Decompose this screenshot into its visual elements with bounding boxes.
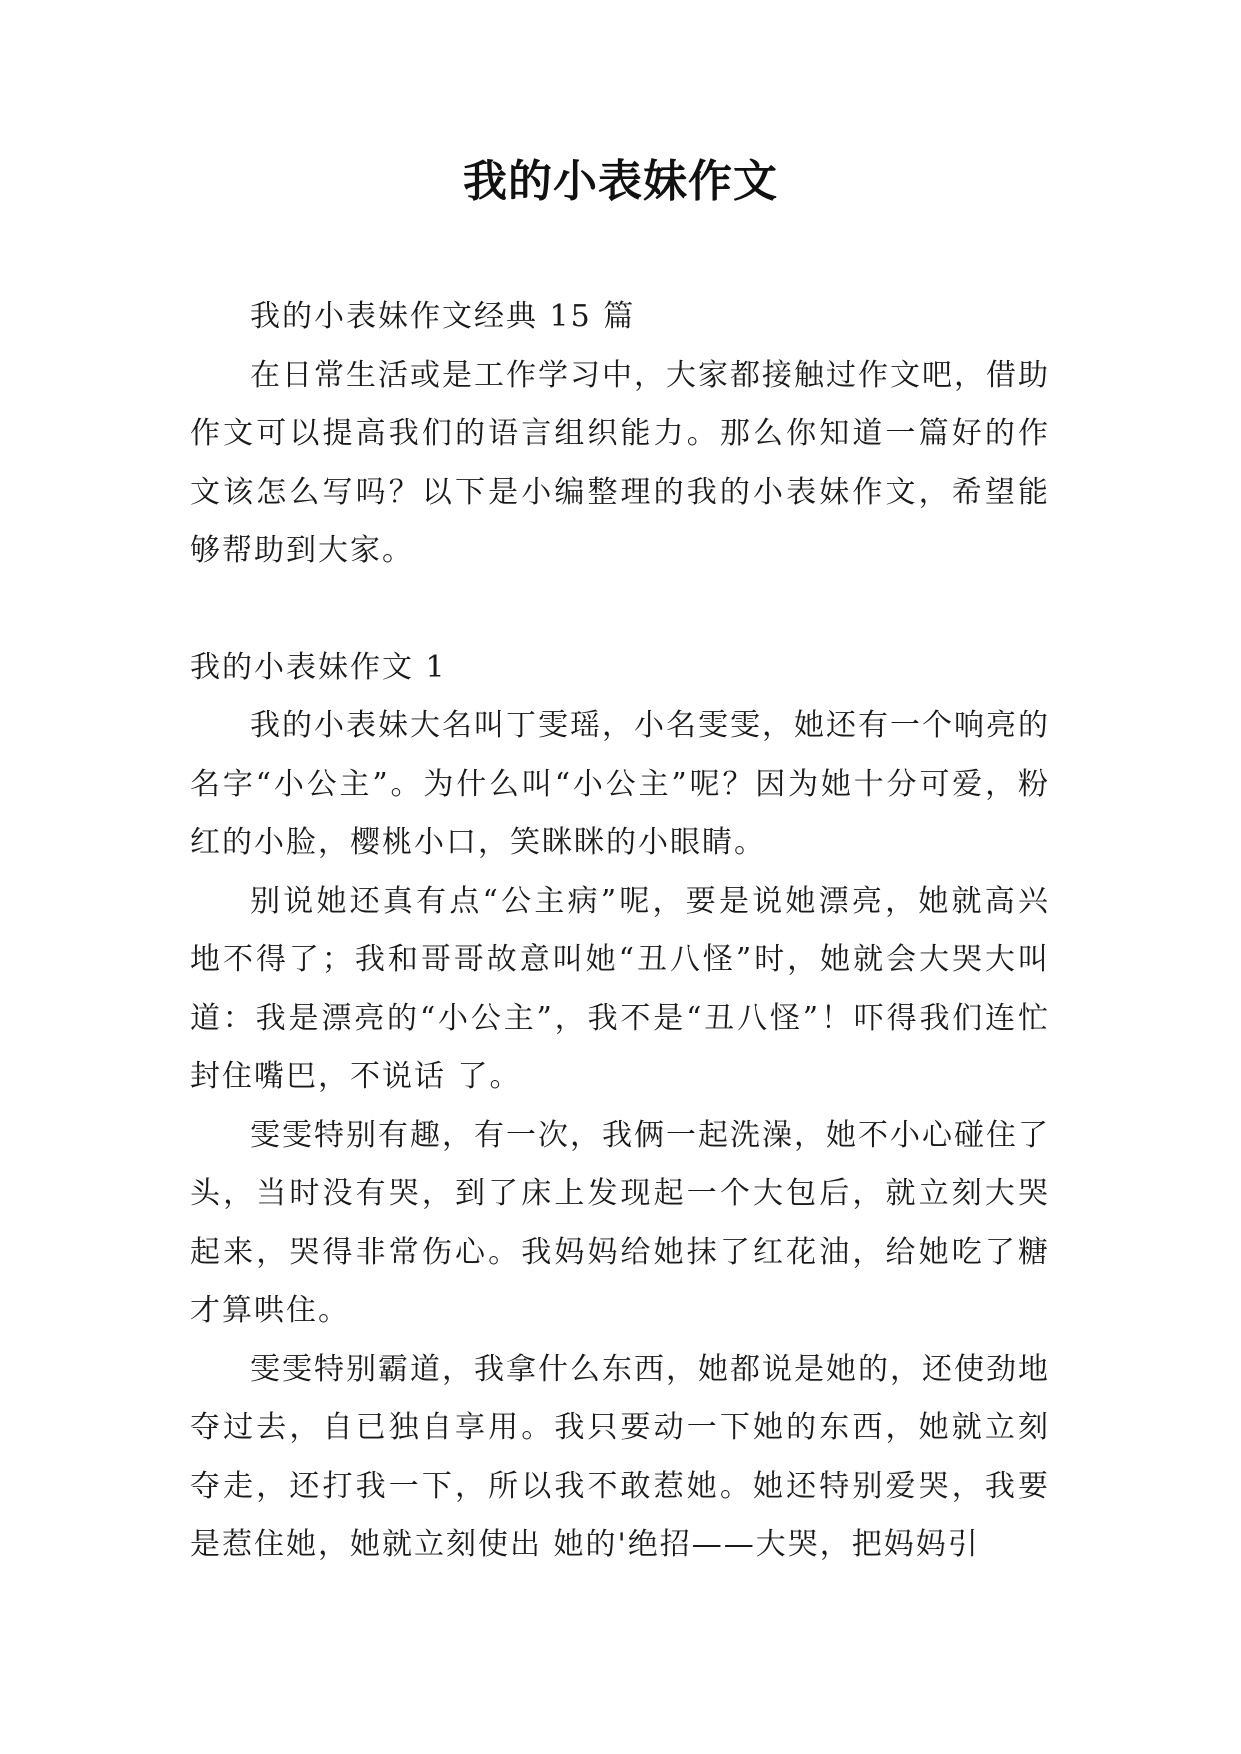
body-paragraph: 别说她还真有点“公主病”呢，要是说她漂亮，她就高兴地不得了；我和哥哥故意叫她“丑八怪”时，她就会大哭大叫道：我是漂亮的“小公主”，我不是“丑八怪”！吓得我们连忙封住嘴巴，不说话 了。: [190, 883, 1050, 1094]
body-paragraph: 雯雯特别有趣，有一次，我俩一起洗澡，她不小心碰住了头，当时没有哭，到了床上发现起一个大包后，就立刻大哭起来，哭得非常伤心。我妈妈给她抹了红花油，给她吃了糖才算哄住。: [190, 1117, 1050, 1328]
document-subtitle: 我的小表妹作文经典 15 篇: [250, 299, 636, 334]
body-paragraph: 雯雯特别霸道，我拿什么东西，她都说是她的，还使劲地夺过去，自已独自享用。我只要动一下她的东西，她就立刻夺走，还打我一下，所以我不敢惹她。她还特别爱哭，我要是惹住她，她就立刻使出 她的'绝招——大哭，把妈妈引: [190, 1351, 1050, 1562]
document-body: [190, 288, 1050, 1575]
body-paragraph: 我的小表妹大名叫丁雯瑶，小名雯雯，她还有一个响亮的名字“小公主”。为什么叫“小公主”呢？因为她十分可爱，粉红的小脸，樱桃小口，笑眯眯的小眼睛。: [190, 708, 1050, 860]
section-heading: 我的小表妹作文 1: [190, 649, 447, 685]
intro-paragraph: 在日常生活或是工作学习中，大家都接触过作文吧，借助作文可以提高我们的语言组织能力。那么你知道一篇好的作文该怎么写吗？以下是小编整理的我的小表妹作文，希望能够帮助到大家。: [190, 357, 1050, 568]
document-title: 我的小表妹作文: [463, 156, 778, 207]
